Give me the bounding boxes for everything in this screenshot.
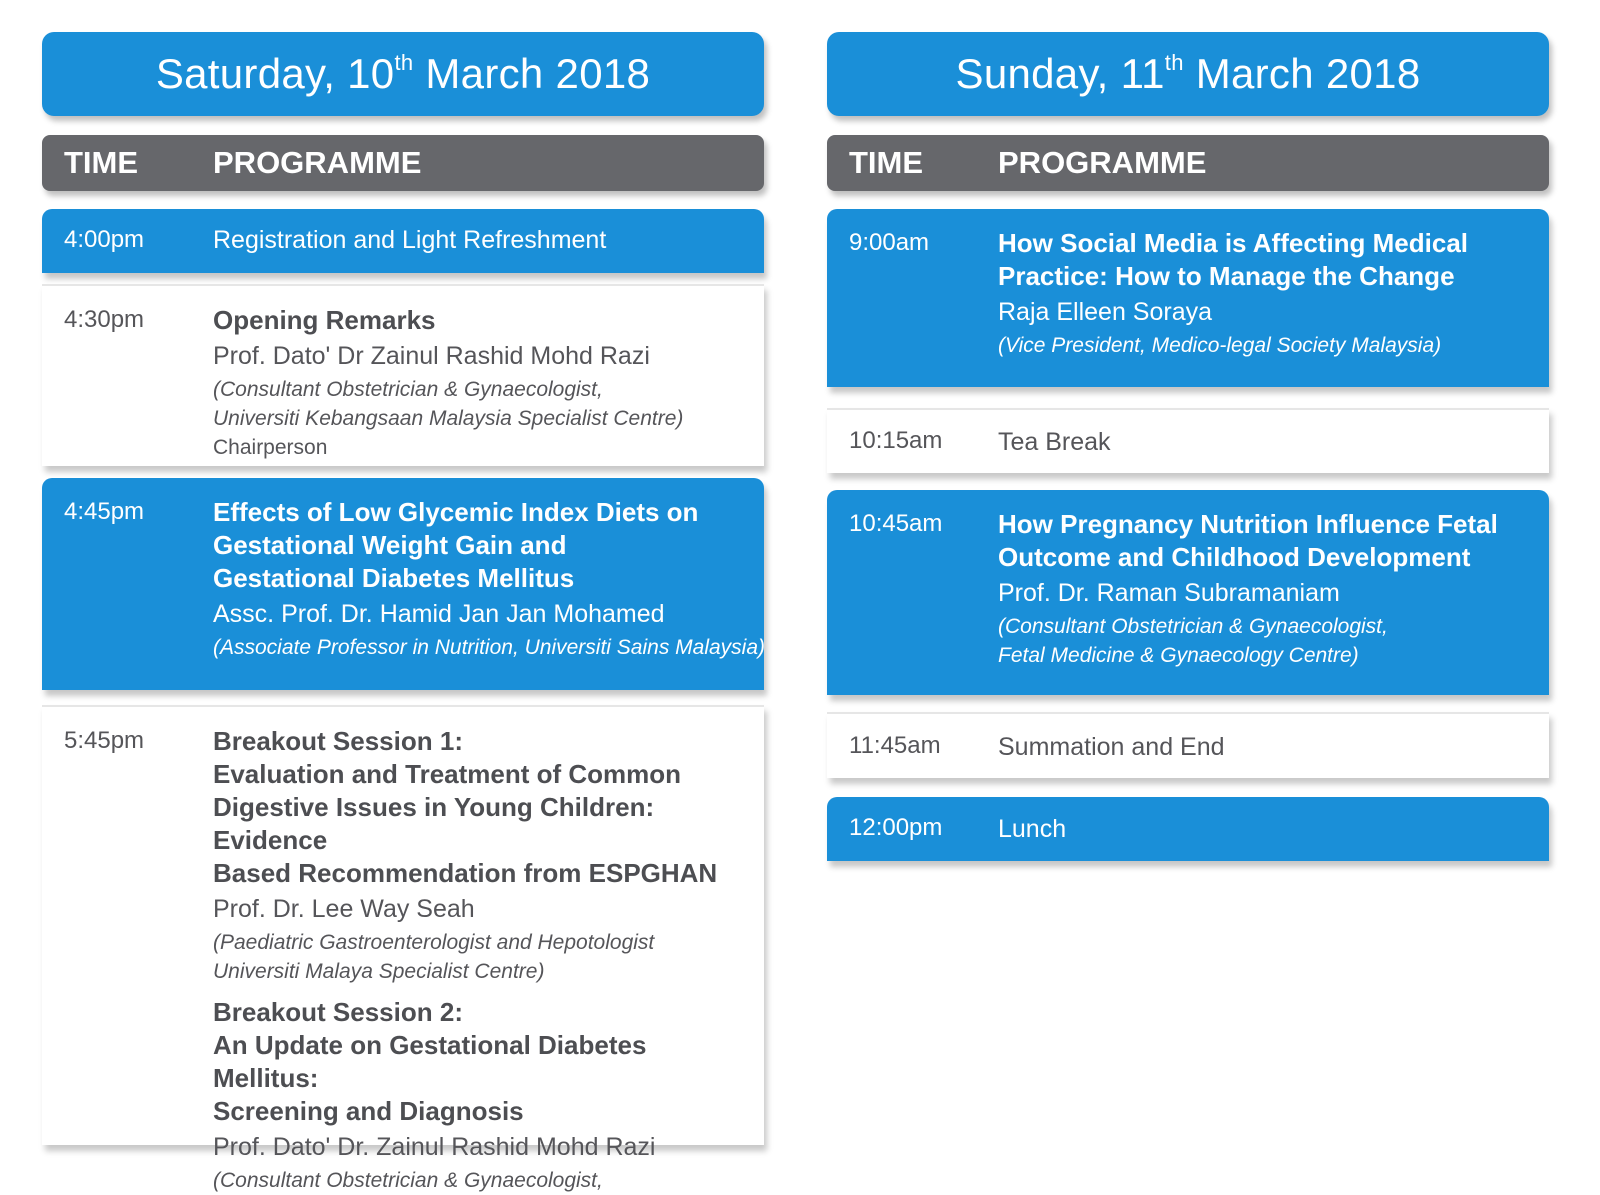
schedule-row-social-media [827,209,1549,387]
sunday-date-header [827,32,1549,116]
row-speaker: Prof. Dr. Raman Subramaniam [998,579,1340,607]
breakout-1-title-line: Breakout Session 1: [213,726,463,756]
row-time: 4:30pm [64,306,145,333]
saturday-table-header [42,135,764,191]
breakout-1-affiliation: Universiti Malaya Specialist Centre) [213,960,545,983]
row-time: 10:45am [849,510,943,537]
row-time: 9:00am [849,229,930,256]
row-title: Opening Remarks [213,305,436,335]
breakout-2-title-line: Screening and Diagnosis [213,1096,524,1126]
row-speaker: Raja Elleen Soraya [998,298,1213,326]
schedule-row-lunch [827,797,1549,861]
row-affiliation: (Vice President, Medico-legal Society Malaysia) [998,334,1442,357]
row-affiliation: (Associate Professor in Nutrition, Universiti Sains Malaysia) [213,636,766,659]
row-title-line: Effects of Low Glycemic Index Diets on [213,497,699,527]
schedule-row-summation [827,712,1549,778]
row-title-line: Gestational Weight Gain and [213,530,567,560]
saturday-date-day: Saturday, 10 [155,50,395,97]
row-title-line: Practice: How to Manage the Change [998,261,1455,291]
programme-column-header: PROGRAMME [998,145,1207,180]
row-time: 11:45am [849,732,941,759]
breakout-1-title-line: Digestive Issues in Young Children: Evidence [213,792,655,855]
row-affiliation: (Consultant Obstetrician & Gynaecologist, [998,615,1388,638]
saturday-date-rest: March 2018 [413,50,651,97]
sunday-table-header [827,135,1549,191]
row-affiliation: (Consultant Obstetrician & Gynaecologist, [213,378,603,401]
row-affiliation: Fetal Medicine & Gynaecology Centre) [998,644,1359,667]
sunday-date-suffix: th [1164,50,1184,75]
row-title: Lunch [998,815,1067,843]
breakout-1-speaker: Prof. Dr. Lee Way Seah [213,895,475,923]
saturday-date-header [42,32,764,116]
programme-column-header: PROGRAMME [213,145,422,180]
row-time: 10:15am [849,427,943,454]
schedule-row-registration [42,209,764,273]
row-title-line: Outcome and Childhood Development [998,542,1471,572]
schedule-row-low-glycemic [42,478,764,690]
row-title: Tea Break [998,428,1111,456]
sunday-date-day: Sunday, 11 [955,50,1165,97]
breakout-1-title-line: Evaluation and Treatment of Common [213,759,682,789]
schedule-row-opening-remarks [42,284,764,466]
row-time: 5:45pm [64,727,145,754]
time-column-header: TIME [64,145,139,180]
row-title-line: How Social Media is Affecting Medical [998,228,1469,258]
row-time: 12:00pm [849,814,943,841]
breakout-2-title-line: Breakout Session 2: [213,997,463,1027]
row-time: 4:45pm [64,498,145,525]
row-title: Registration and Light Refreshment [213,226,607,254]
saturday-date-suffix: th [394,50,414,75]
row-speaker: Prof. Dato' Dr Zainul Rashid Mohd Razi [213,342,650,370]
row-role: Chairperson [213,436,328,459]
breakout-2-title-line: An Update on Gestational Diabetes Mellitus: [213,1030,647,1093]
breakout-2-speaker: Prof. Dato' Dr. Zainul Rashid Mohd Razi [213,1133,656,1161]
row-title-line: Gestational Diabetes Mellitus [213,563,575,593]
row-title-line: How Pregnancy Nutrition Influence Fetal [998,509,1498,539]
row-time: 4:00pm [64,226,145,253]
schedule-row-pregnancy-nutrition [827,490,1549,695]
row-speaker: Assc. Prof. Dr. Hamid Jan Jan Mohamed [213,600,665,628]
schedule-row-tea-break [827,408,1549,473]
schedule-row-breakout-sessions [42,705,764,1192]
time-column-header: TIME [849,145,924,180]
row-title: Summation and End [998,733,1225,761]
breakout-2-affiliation: (Consultant Obstetrician & Gynaecologist, [213,1169,603,1192]
breakout-1-affiliation: (Paediatric Gastroenterologist and Hepotologist [213,931,655,954]
row-affiliation: Universiti Kebangsaan Malaysia Specialist Centre) [213,407,684,430]
breakout-1-title-line: Based Recommendation from ESPGHAN [213,858,718,888]
sunday-date-rest: March 2018 [1183,50,1421,97]
